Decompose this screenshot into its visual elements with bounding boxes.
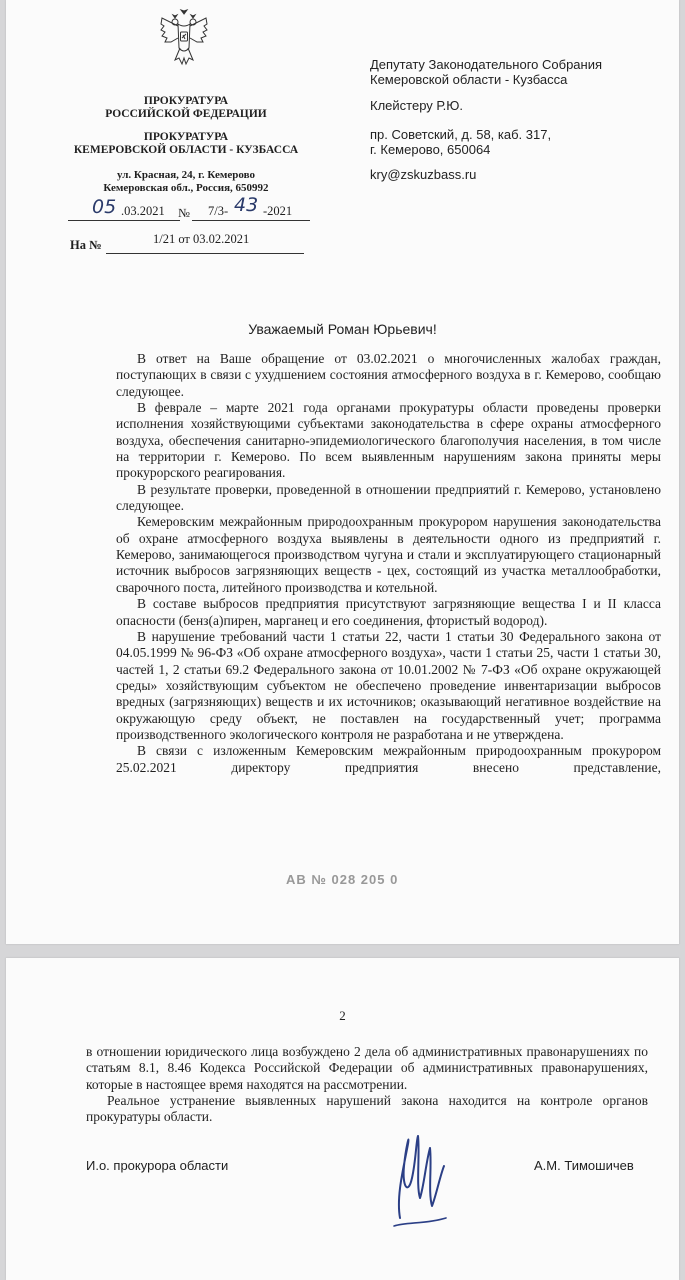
recipient-position: Депутату Законодательного Собрания Кемеровской области - Кузбасса [370,57,603,87]
reply-to-label: На № [70,238,102,252]
org-name-line: ПРОКУРАТУРА [143,131,229,143]
signer-name: А.М. Тимошичев [534,1158,634,1173]
paragraph: Реальное устранение выявленных нарушений закона находится на контроле органов прокуратуры области. [86,1093,648,1125]
paragraph: Кемеровским межрайонным природоохранным прокурором нарушения законодательства об охране атмосферного воздуха выявлены в деятельности одного из предприятий г. Кемерово, занимающегося производством чугуна и стали и эксплуатирующего стационарный источник выбросов загрязняющих веществ - цех, состоящий из участка металлообработки, сварочного поста, литейного производства и котельной. [116,514,661,595]
ref-prefix: 7/3- [208,204,229,218]
page-number: 2 [339,1008,346,1023]
letter-body-page-2 [86,1044,648,1126]
ref-suffix: -2021 [263,204,293,218]
letter-date: .03.2021 [121,204,165,218]
blank-serial-stamp: АВ № 028 205 0 [286,872,399,887]
recipient-name: Клейстеру Р.Ю. [370,98,463,113]
paragraph: В связи с изложенным Кемеровским межрайонным природоохранным прокурором 25.02.2021 директору предприятия внесено представление, [116,743,661,775]
letter-body-page-1 [116,351,661,776]
reply-to-value: 1/21 от 03.02.2021 [153,232,250,246]
org-name-line: ПРОКУРАТУРА [143,95,229,107]
letter-page-2 [6,958,679,1280]
recipient-address: пр. Советский, д. 58, каб. 317, г. Кемерово, 650064 [370,127,552,157]
recipient-email: kry@zskuzbass.ru [370,167,477,182]
letter-page-1 [6,0,679,944]
ref-handwritten: 43 [234,194,259,216]
paragraph: В ответ на Ваше обращение от 03.02.2021 о многочисленных жалобах граждан, поступающих в связи с ухудшением состояния атмосферного воздуха в г. Кемерово, сообщаю следующее. [116,351,661,399]
salutation: Уважаемый Роман Юрьевич! [248,321,437,337]
paragraph: В результате проверки, проведенной в отношении предприятий г. Кемерово, установлено следующее. [116,481,661,514]
org-name-line: РОССИЙСКОЙ ФЕДЕРАЦИИ [105,108,267,120]
paragraph: В нарушение требований части 1 статьи 22, части 1 статьи 30 Федерального закона от 04.05.1999 № 96-ФЗ «Об охране атмосферного воздуха», части 1 статьи 25, части 1 статьи 30, частей 1, 2 статьи 69.2 Федерального закона от 10.01.2002 № 7-ФЗ «Об охране окружающей среды» хозяйствующим субъектом не обеспечено проведение инвентаризации выбросов вредных (загрязняющих) веществ и их источников; оказывающий негативное воздействие на окружающую среду объект, не поставлен на государственный учет; программа производственного экологического контроля не разработана и не утверждена. [116,628,661,742]
signer-title: И.о. прокурора области [86,1158,229,1173]
paragraph: В составе выбросов предприятия присутствуют загрязняющие вещества I и II класса опасности (бенз(а)пирен, марганец и его соединения, фтористый водород). [116,596,661,628]
paragraph: в отношении юридического лица возбуждено 2 дела об административных правонарушениях по статьям 8.1, 8.46 Кодекса Российской Федерации об административных правонарушениях, которые в настоящее время находятся на рассмотрении. [86,1044,648,1092]
org-address-line: ул. Красная, 24, г. Кемерово [117,169,255,181]
russian-emblem-icon [158,8,210,68]
org-address-line: Кемеровская обл., Россия, 650992 [103,182,269,194]
date-handwritten: 05 [92,196,117,218]
paragraph: В феврале – марте 2021 года органами прокуратуры области проведены проверки исполнения хозяйствующими субъектами законодательства в сфере охраны атмосферного воздуха, обеспечения санитарно-эпидемиологического благополучия населения, в том числе на территории г. Кемерово. По всем выявленным нарушениям закона приняты меры прокурорского реагирования. [116,400,661,481]
number-label: № [178,206,190,220]
signature-icon [386,1126,456,1236]
org-name-line: КЕМЕРОВСКОЙ ОБЛАСТИ - КУЗБАССА [73,144,299,156]
